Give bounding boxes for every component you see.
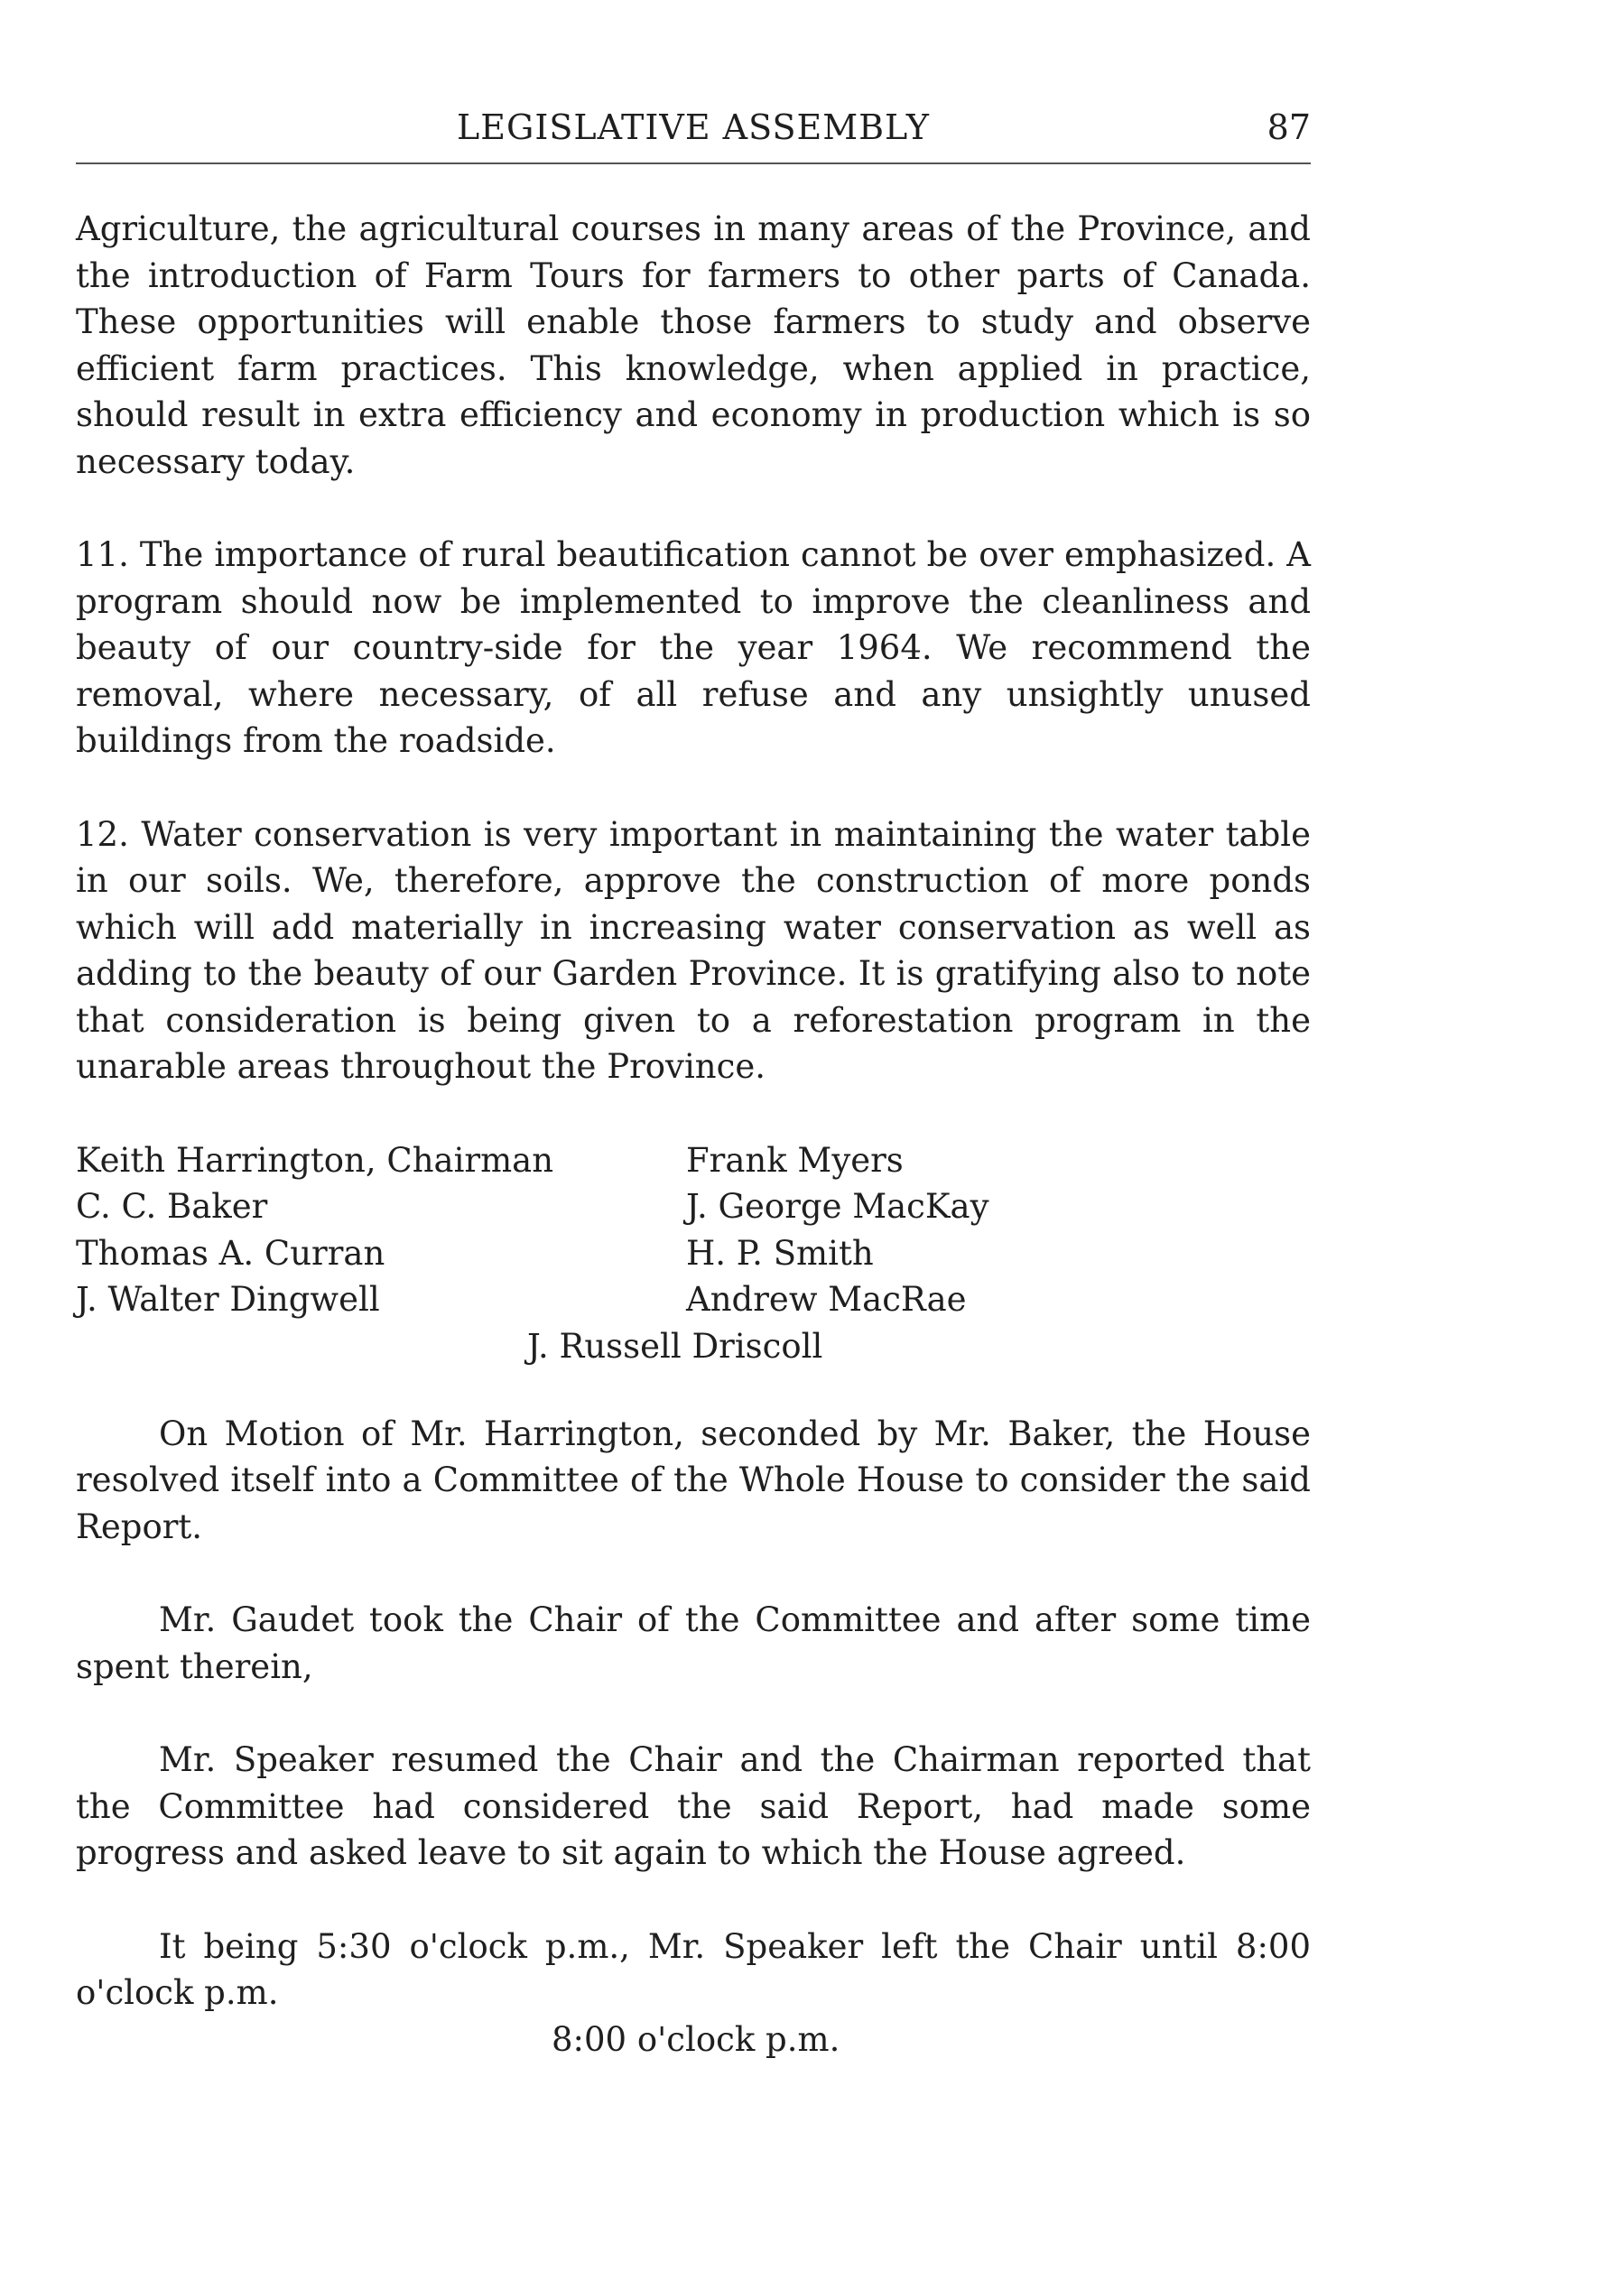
- recess-paragraph: It being 5:30 o'clock p.m., Mr. Speaker left the Chair until 8:00 o'clock p.m.: [76, 1926, 1311, 2012]
- signatory-name: J. Walter Dingwell: [76, 1280, 380, 1319]
- signatory-name: Andrew MacRae: [686, 1280, 967, 1319]
- page-body: [76, 206, 1311, 2063]
- speaker-resumed-paragraph: Mr. Speaker resumed the Chair and the Chairman reported that the Committee had considered the said Report, had made some progress and asked leave to sit again to which the House agreed.: [76, 1740, 1311, 1872]
- page-number: 87: [1267, 107, 1311, 147]
- paragraph-10-continued: Agriculture, the agricultural courses in many areas of the Province, and the introduction of Farm Tours for farmers to other parts of Canada. These opportunities will enable those farmers to study and observe efficient farm practices. This knowledge, when applied in practice, should result in extra efficiency and economy in production which is so necessary today.: [76, 209, 1311, 481]
- paragraph-12: 12. Water conservation is very important in maintaining the water table in our soils. We, therefore, approve the construction of more ponds which will add materially in increasing water conservation as well as adding to the beauty of our Garden Province. It is gratifying also to note that consideration is being given to a reforestation program in the unarable areas throughout the Province.: [76, 814, 1311, 1086]
- signatory-name: J. George MacKay: [686, 1187, 989, 1226]
- signatory-name: Frank Myers: [686, 1140, 904, 1180]
- signatory-name: H. P. Smith: [686, 1233, 874, 1273]
- signatories-right-column: [686, 1137, 1246, 1323]
- header-rule: [76, 162, 1311, 164]
- signatory-name: Thomas A. Curran: [76, 1233, 385, 1273]
- page-header: [76, 104, 1311, 158]
- paragraph-11: 11. The importance of rural beautification cannot be over emphasized. A program should now be implemented to improve the cleanliness and beauty of our country-side for the year 1964. We recommend the removal, where necessary, of all refuse and any unsightly unused buildings from the roadside.: [76, 535, 1311, 760]
- signatory-name: C. C. Baker: [76, 1187, 268, 1226]
- signatory-name-center: J. Russell Driscoll: [527, 1326, 823, 1366]
- running-title: LEGISLATIVE ASSEMBLY: [457, 107, 930, 147]
- committee-chair-paragraph: Mr. Gaudet took the Chair of the Committee and after some time spent therein,: [76, 1600, 1311, 1686]
- signatories-left-column: [76, 1137, 672, 1323]
- resume-time: 8:00 o'clock p.m.: [552, 2019, 840, 2059]
- signatory-name: Keith Harrington, Chairman: [76, 1140, 554, 1180]
- motion-paragraph: On Motion of Mr. Harrington, seconded by Mr. Baker, the House resolved itself into a Committee of the Whole House to consider the said Report.: [76, 1414, 1311, 1546]
- committee-signatories: [76, 1137, 1311, 1377]
